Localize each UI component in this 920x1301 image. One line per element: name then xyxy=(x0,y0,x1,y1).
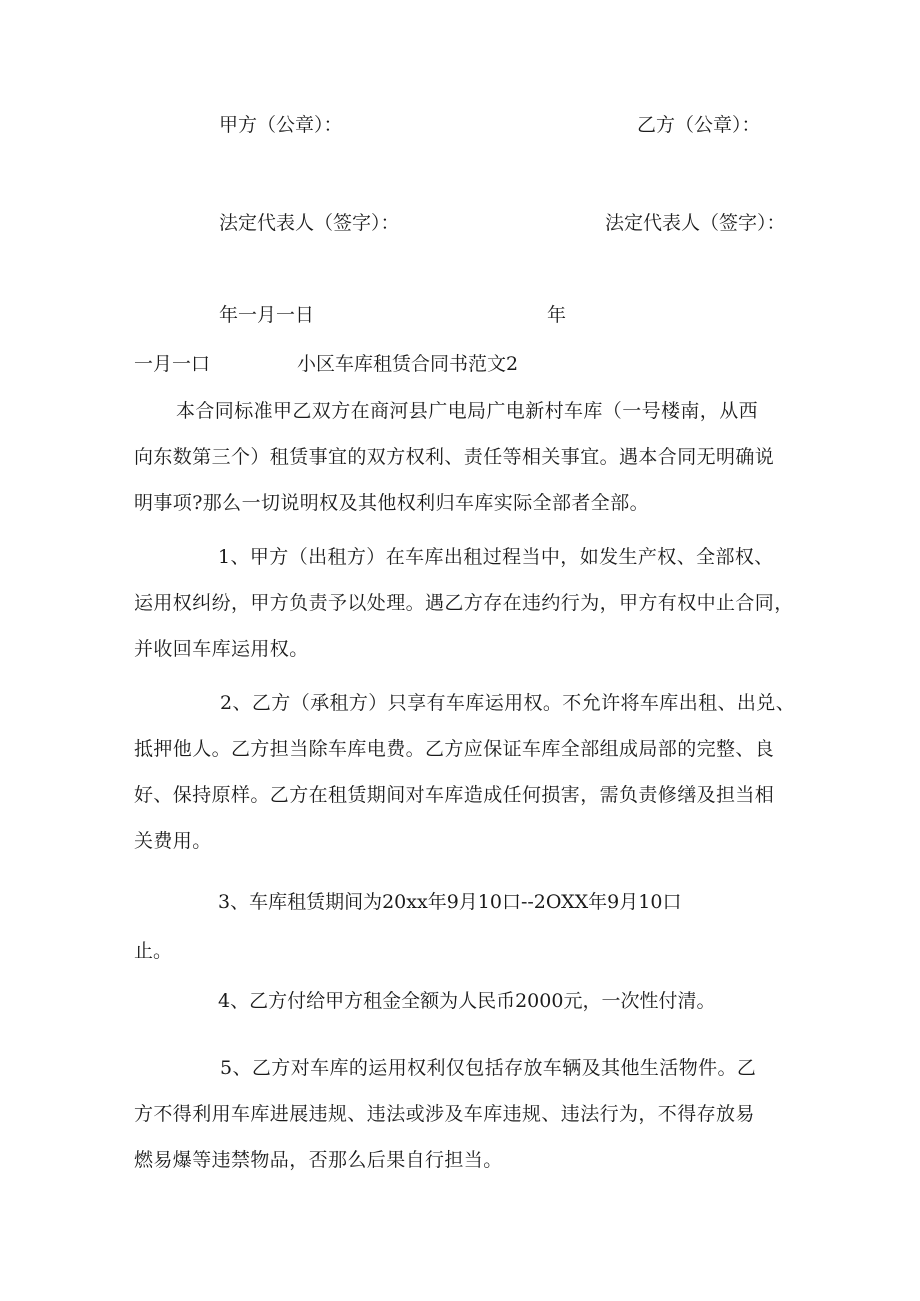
clause-line: 方不得利用车库进展违规、违法或涉及车库违规、违法行为，不得存放易 xyxy=(134,1103,755,1125)
intro-paragraph xyxy=(134,388,794,526)
clause-line: 并收回车库运用权。 xyxy=(134,638,309,660)
intro-line: 本合同标准甲乙双方在商河县广电局广电新村车库（一号楼南，从西 xyxy=(176,400,759,422)
date-b-rest: 一月一口 xyxy=(134,353,211,375)
clause-line: 5、乙方对车库的运用权利仅包括存放车辆及其他生活物件。乙 xyxy=(220,1057,757,1079)
party-b-rep-label: 法定代表人（签字）： xyxy=(605,212,786,234)
clause-line: 抵押他人。乙方担当除车库电费。乙方应保证车库全部组成局部的完整、良 xyxy=(134,738,775,760)
party-a-rep-label: 法定代表人（签字）： xyxy=(219,212,400,234)
party-b-seal-label: 乙方（公章）： xyxy=(637,114,761,136)
document-title: 小区车库租赁合同书范文2 xyxy=(297,353,519,375)
clause-line: 2、乙方（承租方）只享有车库运用权。不允许将车库出租、出兑、 xyxy=(220,692,796,714)
clause-line: 1、甲方（出租方）在车库出租过程当中，如发生产权、全部权、 xyxy=(218,546,774,568)
intro-line: 明事项?那么一切说明权及其他权利归车库实际全部者全部。 xyxy=(134,492,649,514)
clause-5 xyxy=(134,1045,794,1183)
intro-line: 向东数第三个）租赁事宜的双方权利、责任等相关事宜。遇本合同无明确说 xyxy=(134,446,775,468)
date-b-year: 年 xyxy=(547,304,567,326)
clause-line: 运用权纠纷，甲方负责予以处理。遇乙方存在违约行为，甲方有权中止合同， xyxy=(134,592,794,614)
clause-4: 4、乙方付给甲方租金全额为人民币2000元，一次性付清。 xyxy=(218,990,716,1012)
clause-3-line-2: 止。 xyxy=(134,940,173,962)
clause-3-line-1: 3、车库租赁期间为20xx年9月10口--2OXX年9月10口 xyxy=(218,891,682,913)
clause-line: 好、保持原样。乙方在租赁期间对车库造成任何损害，需负责修缮及担当相 xyxy=(134,784,775,806)
clause-line: 关费用。 xyxy=(134,830,212,852)
clause-line: 燃易爆等违禁物品，否那么后果自行担当。 xyxy=(134,1149,503,1171)
clause-1 xyxy=(134,534,794,672)
party-a-seal-label: 甲方（公章）： xyxy=(219,114,343,136)
date-a: 年一月一日 xyxy=(219,304,315,326)
clause-2 xyxy=(134,680,794,864)
